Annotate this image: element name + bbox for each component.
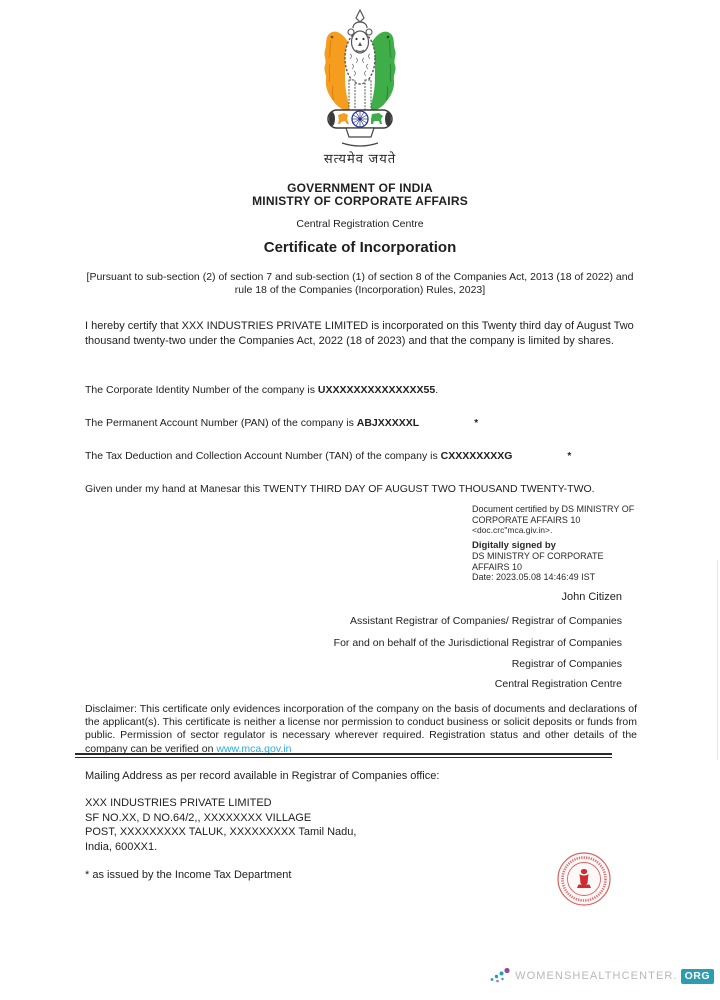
ds-cert-line2: CORPORATE AFFAIRS 10: [472, 514, 581, 525]
digital-signature-block: [472, 504, 677, 583]
ds-date: Date: 2023.05.08 14:46:49 IST: [472, 572, 596, 582]
dots-logo-icon: [488, 966, 512, 986]
cin-value: UXXXXXXXXXXXXXX55: [317, 384, 436, 396]
pan-line: [85, 417, 645, 429]
pan-asterisk: *: [474, 418, 479, 429]
signatory-name: John Citizen: [561, 591, 622, 603]
watermark-site-name: WOMENSHEALTHCENTER.: [515, 970, 678, 982]
separator-rule: [75, 753, 612, 758]
scan-edge-artifact: [717, 560, 718, 760]
disclaimer-text: Disclaimer: This certificate only evidences incorporation of the company on the basis of documents and declarations of the applicant(s). This certificate is neither a license nor permission to conduct business or solicit deposits or funds from public. Permission of sector regulator is necessary wherever required. Registration status and other details of the company can be verified on: [85, 703, 637, 755]
tan-asterisk: *: [567, 451, 572, 462]
signatory-role-3: Registrar of Companies: [511, 658, 622, 670]
pursuant-clause: [Pursuant to sub-section (2) of section 7 and sub-section (1) of section 8 of the Companies Act, 2013 (18 of 2022) and rule 18 of the Companies (Incorporation) Rules, 2023]: [86, 271, 634, 296]
mailing-address-heading: Mailing Address as per record available in Registrar of Companies office:: [85, 770, 440, 782]
pan-label: The Permanent Account Number (PAN) of the company is: [85, 417, 357, 429]
cin-label: The Corporate Identity Number of the company is: [85, 384, 318, 396]
cin-period: .: [435, 384, 439, 396]
registration-centre-line: Central Registration Centre: [296, 218, 424, 230]
mailing-address-block: [85, 796, 645, 854]
site-watermark: [488, 966, 714, 986]
address-line-2: SF NO.XX, D NO.64/2,, XXXXXXXX VILLAGE: [85, 811, 312, 824]
tan-value: CXXXXXXXXG: [440, 450, 513, 462]
given-under-hand-line: Given under my hand at Manesar this TWENTY THIRD DAY OF AUGUST TWO THOUSAND TWENTY-TWO.: [85, 483, 595, 495]
ds-cert-line1: Document certified by DS MINISTRY OF: [472, 504, 635, 514]
india-emblem-icon: [315, 6, 405, 148]
certification-paragraph: I hereby certify that XXX INDUSTRIES PRIVATE LIMITED is incorporated on this Twenty third day of August Two thousand twenty-two under the Companies Act, 2022 (18 of 2023) and that the company is limited by shares.: [85, 320, 634, 347]
signatory-role-4: Central Registration Centre: [494, 678, 622, 690]
cin-line: [85, 384, 645, 396]
pan-value: ABJXXXXXL: [356, 417, 420, 429]
disclaimer-paragraph: [85, 703, 637, 756]
ds-signed-by: Digitally signed by: [472, 539, 556, 551]
signatory-role-2: For and on behalf of the Jurisdictional Registrar of Companies: [333, 637, 622, 649]
watermark-tld-badge: ORG: [681, 969, 714, 984]
tan-line: [85, 450, 645, 462]
signatory-role-1: Assistant Registrar of Companies/ Registrar of Companies: [350, 615, 622, 627]
emblem-motto: सत्यमेव जयते: [323, 151, 397, 166]
ds-signer-line1: DS MINISTRY OF CORPORATE: [472, 551, 604, 561]
tan-label: The Tax Deduction and Collection Account Number (TAN) of the company is: [85, 450, 441, 462]
government-line: GOVERNMENT OF INDIA: [287, 181, 433, 195]
address-line-4: India, 600XX1.: [85, 840, 158, 853]
registrar-seal-icon: [555, 850, 613, 908]
ministry-line: MINISTRY OF CORPORATE AFFAIRS: [252, 194, 468, 208]
mca-website-link[interactable]: www.mca.gov.in: [216, 742, 292, 755]
ds-cert-line3: <doc.crc"mca.giv.in>.: [472, 525, 553, 535]
income-tax-footnote: * as issued by the Income Tax Department: [85, 869, 292, 881]
certificate-title: Certificate of Incorporation: [263, 239, 457, 256]
ds-signer-line2: AFFAIRS 10: [472, 561, 523, 572]
address-line-1: XXX INDUSTRIES PRIVATE LIMITED: [85, 797, 272, 809]
address-line-3: POST, XXXXXXXXX TALUK, XXXXXXXXX Tamil Nadu,: [85, 826, 357, 838]
